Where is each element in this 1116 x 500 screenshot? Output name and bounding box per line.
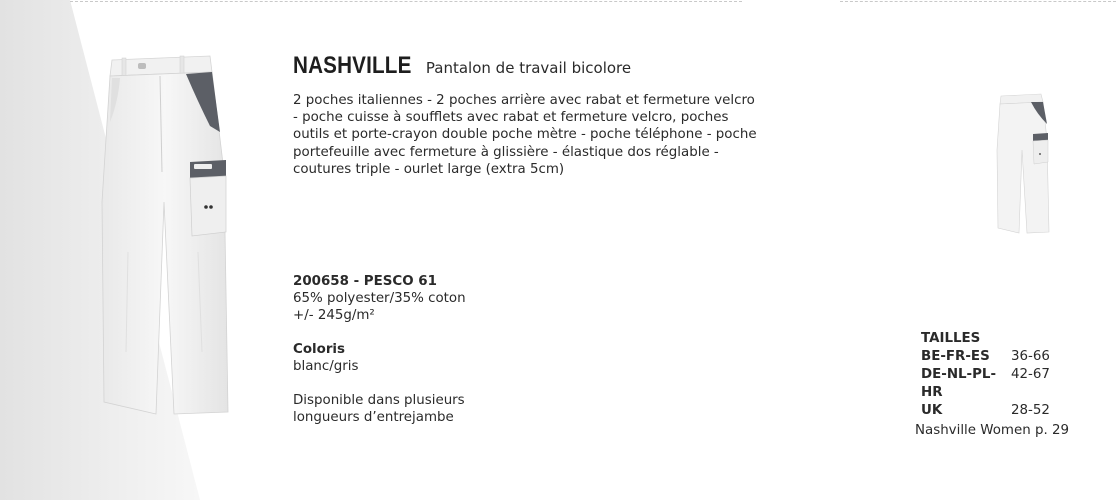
size-row (921, 366, 1051, 402)
colors-value: blanc/gris (293, 359, 359, 375)
colors-label: Coloris (293, 342, 345, 357)
size-range: 42-67 (1011, 367, 1050, 382)
size-range: 36-66 (1011, 349, 1050, 364)
size-range: 28-52 (1011, 403, 1050, 418)
size-region-label: BE-FR-ES (921, 349, 990, 364)
product-reference: 200658 - PESCO 61 (293, 274, 437, 289)
size-region-label: DE-NL-PL-HR (921, 367, 997, 400)
product-weight: +/- 245g/m² (293, 308, 375, 324)
product-specs (293, 273, 466, 325)
product-subtitle: Pantalon de travail bicolore (425, 59, 632, 77)
sizes-table (921, 330, 1051, 420)
product-availability (293, 392, 465, 426)
size-row (921, 348, 1051, 366)
size-row (921, 402, 1051, 420)
availability-line-1: Disponible dans plusieurs (293, 393, 465, 408)
product-composition: 65% polyester/35% coton (293, 291, 466, 307)
top-divider-right (840, 1, 1116, 2)
trousers-front-image (98, 52, 238, 420)
top-divider-left (70, 1, 742, 2)
trousers-thumbnail-image (995, 90, 1053, 236)
size-region-label: UK (921, 403, 943, 418)
cross-reference: Nashville Women p. 29 (915, 423, 1069, 438)
product-description: 2 poches italiennes - 2 poches arrière avec rabat et fermeture velcro - poche cuisse à soufflets avec rabat et fermeture velcro, poches outils et porte-crayon double poche mètre - poche téléphone - poche portefeuille avec fermeture à glissière - élastique dos réglable - coutures triple - ourlet large (extra 5cm) (293, 93, 757, 177)
product-title (293, 52, 631, 80)
sizes-heading: TAILLES (921, 331, 981, 346)
product-colors (293, 341, 359, 375)
availability-line-2: longueurs d’entrejambe (293, 410, 454, 426)
product-name: NASHVILLE (293, 52, 412, 79)
